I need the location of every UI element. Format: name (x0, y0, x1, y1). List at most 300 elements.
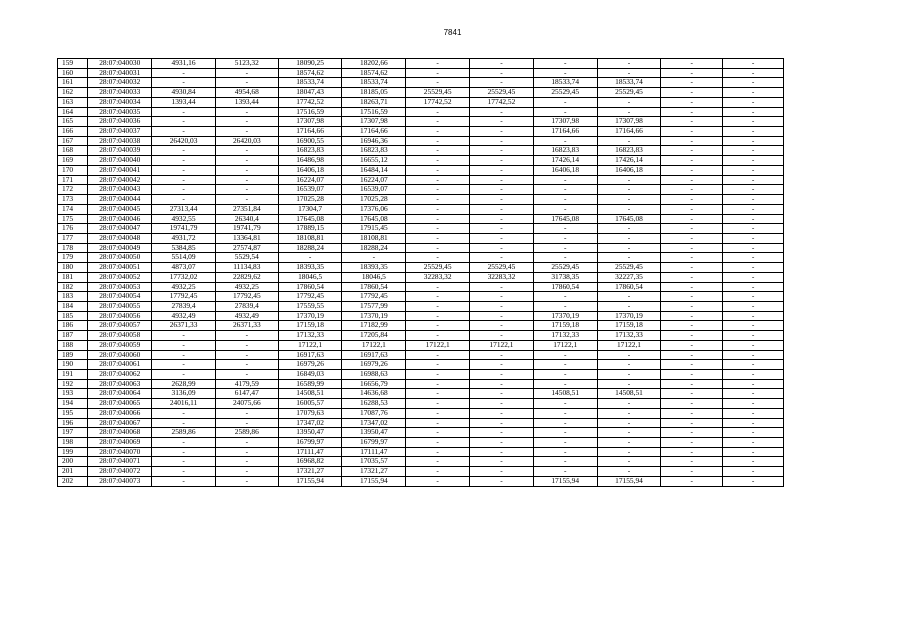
value-cell: - (661, 360, 723, 370)
value-cell: 18288,24 (278, 243, 342, 253)
cadastral-number-cell: 28:07:040056 (88, 311, 152, 321)
cadastral-number-cell: 28:07:040045 (88, 204, 152, 214)
row-number-cell: 180 (58, 263, 88, 273)
value-cell: - (406, 438, 470, 448)
value-cell: - (406, 360, 470, 370)
cadastral-number-cell: 28:07:040054 (88, 292, 152, 302)
value-cell: 26371,33 (152, 321, 216, 331)
value-cell: - (723, 321, 784, 331)
value-cell: - (215, 78, 278, 88)
value-cell: - (406, 311, 470, 321)
value-cell: - (152, 350, 216, 360)
value-cell: 17307,98 (597, 117, 661, 127)
value-cell: - (533, 224, 597, 234)
value-cell: 16288,53 (342, 399, 406, 409)
cadastral-number-cell: 28:07:040066 (88, 408, 152, 418)
value-cell: - (470, 389, 534, 399)
value-cell: - (533, 204, 597, 214)
value-cell: - (152, 68, 216, 78)
value-cell: 17370,19 (597, 311, 661, 321)
value-cell: 18263,71 (342, 97, 406, 107)
table-row (58, 331, 784, 341)
value-cell: - (597, 68, 661, 78)
value-cell: - (406, 321, 470, 331)
value-cell: 4179,59 (215, 379, 278, 389)
value-cell: 27839,4 (152, 301, 216, 311)
value-cell: 17164,66 (278, 127, 342, 137)
value-cell: - (723, 282, 784, 292)
value-cell: - (533, 350, 597, 360)
value-cell: - (533, 399, 597, 409)
value-cell: 4954,68 (215, 88, 278, 98)
value-cell: - (215, 175, 278, 185)
cadastral-number-cell: 28:07:040041 (88, 165, 152, 175)
table-row (58, 117, 784, 127)
value-cell: 17516,59 (342, 107, 406, 117)
value-cell: - (597, 438, 661, 448)
value-cell: - (723, 146, 784, 156)
value-cell: - (661, 243, 723, 253)
value-cell: - (597, 185, 661, 195)
row-number-cell: 186 (58, 321, 88, 331)
value-cell: 16823,83 (278, 146, 342, 156)
value-cell: 18046,5 (342, 272, 406, 282)
cadastral-number-cell: 28:07:040058 (88, 331, 152, 341)
cadastral-number-cell: 28:07:040050 (88, 253, 152, 263)
value-cell: 32227,35 (597, 272, 661, 282)
value-cell: - (723, 272, 784, 282)
value-cell: - (597, 233, 661, 243)
row-number-cell: 169 (58, 156, 88, 166)
value-cell: - (661, 331, 723, 341)
cadastral-number-cell: 28:07:040034 (88, 97, 152, 107)
value-cell: 17307,98 (533, 117, 597, 127)
value-cell: - (723, 253, 784, 263)
value-cell: 2589,86 (215, 428, 278, 438)
value-cell: - (152, 185, 216, 195)
value-cell: 17132,33 (278, 331, 342, 341)
table-row (58, 282, 784, 292)
value-cell: - (533, 175, 597, 185)
row-number-cell: 190 (58, 360, 88, 370)
value-cell: - (661, 311, 723, 321)
value-cell: - (406, 156, 470, 166)
value-cell: - (470, 428, 534, 438)
value-cell: - (470, 476, 534, 486)
value-cell: 18185,05 (342, 88, 406, 98)
cadastral-number-cell: 28:07:040048 (88, 233, 152, 243)
value-cell: - (661, 117, 723, 127)
value-cell: 17087,76 (342, 408, 406, 418)
value-cell: - (470, 117, 534, 127)
value-cell: 18288,24 (342, 243, 406, 253)
value-cell: - (597, 136, 661, 146)
value-cell: - (470, 165, 534, 175)
value-cell: 17370,19 (533, 311, 597, 321)
value-cell: - (470, 59, 534, 69)
value-cell: - (470, 136, 534, 146)
value-cell: - (215, 467, 278, 477)
value-cell: - (152, 457, 216, 467)
value-cell: - (470, 418, 534, 428)
cadastral-number-cell: 28:07:040043 (88, 185, 152, 195)
value-cell: 4932,55 (152, 214, 216, 224)
value-cell: - (215, 340, 278, 350)
value-cell: 17159,18 (597, 321, 661, 331)
cadastral-number-cell: 28:07:040036 (88, 117, 152, 127)
cadastral-number-cell: 28:07:040067 (88, 418, 152, 428)
page-number: 7841 (443, 28, 462, 37)
value-cell: 1393,44 (152, 97, 216, 107)
value-cell: 18533,74 (533, 78, 597, 88)
value-cell: 17792,45 (215, 292, 278, 302)
value-cell: - (533, 97, 597, 107)
value-cell: - (406, 467, 470, 477)
row-number-cell: 164 (58, 107, 88, 117)
value-cell: - (597, 195, 661, 205)
value-cell: 17860,54 (597, 282, 661, 292)
value-cell: - (533, 136, 597, 146)
value-cell: - (152, 370, 216, 380)
value-cell: - (470, 360, 534, 370)
table-row (58, 272, 784, 282)
value-cell: 18090,25 (278, 59, 342, 69)
value-cell: - (597, 59, 661, 69)
table-row (58, 263, 784, 273)
table-row (58, 418, 784, 428)
value-cell: - (661, 97, 723, 107)
row-number-cell: 189 (58, 350, 88, 360)
value-cell: - (597, 204, 661, 214)
value-cell: - (661, 467, 723, 477)
value-cell: 16988,63 (342, 370, 406, 380)
value-cell: 4931,72 (152, 233, 216, 243)
value-cell: 17159,18 (278, 321, 342, 331)
value-cell: - (661, 428, 723, 438)
row-number-cell: 178 (58, 243, 88, 253)
cadastral-number-cell: 28:07:040059 (88, 340, 152, 350)
row-number-cell: 159 (58, 59, 88, 69)
value-cell: - (723, 185, 784, 195)
value-cell: - (533, 428, 597, 438)
value-cell: - (278, 253, 342, 263)
value-cell: - (215, 360, 278, 370)
value-cell: - (597, 428, 661, 438)
value-cell: 17307,98 (342, 117, 406, 127)
value-cell: 4873,07 (152, 263, 216, 273)
value-cell: - (533, 292, 597, 302)
value-cell: - (723, 175, 784, 185)
value-cell: - (215, 68, 278, 78)
row-number-cell: 183 (58, 292, 88, 302)
table-row (58, 233, 784, 243)
cadastral-number-cell: 28:07:040073 (88, 476, 152, 486)
value-cell: 17645,08 (533, 214, 597, 224)
value-cell: 11134,83 (215, 263, 278, 273)
value-cell: 16823,83 (533, 146, 597, 156)
value-cell: 4932,25 (152, 282, 216, 292)
value-cell: - (215, 447, 278, 457)
value-cell: - (661, 399, 723, 409)
cadastral-value-table (57, 58, 784, 487)
row-number-cell: 172 (58, 185, 88, 195)
row-number-cell: 195 (58, 408, 88, 418)
value-cell: 25529,45 (533, 88, 597, 98)
value-cell: - (215, 195, 278, 205)
value-cell: - (723, 136, 784, 146)
value-cell: - (533, 370, 597, 380)
value-cell: - (152, 467, 216, 477)
value-cell: - (406, 165, 470, 175)
value-cell: 16849,03 (278, 370, 342, 380)
value-cell: - (533, 59, 597, 69)
value-cell: 14508,51 (533, 389, 597, 399)
row-number-cell: 160 (58, 68, 88, 78)
value-cell: - (215, 331, 278, 341)
value-cell: - (342, 253, 406, 263)
row-number-cell: 198 (58, 438, 88, 448)
value-cell: - (597, 350, 661, 360)
value-cell: - (406, 418, 470, 428)
value-cell: - (723, 428, 784, 438)
value-cell: - (470, 185, 534, 195)
value-cell: - (406, 243, 470, 253)
value-cell: 16823,83 (597, 146, 661, 156)
value-cell: - (470, 175, 534, 185)
cadastral-number-cell: 28:07:040070 (88, 447, 152, 457)
row-number-cell: 167 (58, 136, 88, 146)
value-cell: 26420,03 (215, 136, 278, 146)
value-cell: 1393,44 (215, 97, 278, 107)
value-cell: - (533, 301, 597, 311)
cadastral-number-cell: 28:07:040053 (88, 282, 152, 292)
value-cell: 16539,07 (342, 185, 406, 195)
value-cell: 17645,08 (342, 214, 406, 224)
value-cell: - (661, 156, 723, 166)
value-cell: - (723, 127, 784, 137)
value-cell: - (597, 243, 661, 253)
value-cell: - (723, 340, 784, 350)
value-cell: - (470, 282, 534, 292)
value-cell: - (723, 165, 784, 175)
value-cell: - (723, 379, 784, 389)
value-cell: - (723, 195, 784, 205)
value-cell: - (406, 146, 470, 156)
value-cell: - (533, 467, 597, 477)
value-cell: - (215, 408, 278, 418)
value-cell: - (661, 408, 723, 418)
value-cell: - (723, 204, 784, 214)
value-cell: 17792,45 (152, 292, 216, 302)
value-cell: - (661, 263, 723, 273)
value-cell: - (152, 175, 216, 185)
value-cell: - (597, 107, 661, 117)
value-cell: - (533, 253, 597, 263)
value-cell: - (661, 301, 723, 311)
value-cell: - (723, 447, 784, 457)
table-row (58, 156, 784, 166)
row-number-cell: 200 (58, 457, 88, 467)
value-cell: - (661, 233, 723, 243)
value-cell: - (661, 78, 723, 88)
table-row (58, 204, 784, 214)
row-number-cell: 170 (58, 165, 88, 175)
value-cell: - (152, 127, 216, 137)
value-cell: - (470, 467, 534, 477)
value-cell: - (597, 399, 661, 409)
value-cell: - (533, 418, 597, 428)
value-cell: - (406, 59, 470, 69)
cadastral-number-cell: 28:07:040044 (88, 195, 152, 205)
value-cell: - (597, 408, 661, 418)
cadastral-number-cell: 28:07:040072 (88, 467, 152, 477)
value-cell: 17122,1 (597, 340, 661, 350)
value-cell: - (470, 408, 534, 418)
value-cell: - (406, 136, 470, 146)
value-cell: 17347,02 (342, 418, 406, 428)
value-cell: - (661, 321, 723, 331)
value-cell: - (661, 340, 723, 350)
cadastral-number-cell: 28:07:040061 (88, 360, 152, 370)
value-cell: 13364,81 (215, 233, 278, 243)
value-cell: 17155,94 (278, 476, 342, 486)
value-cell: 18533,74 (278, 78, 342, 88)
value-cell: - (470, 224, 534, 234)
row-number-cell: 177 (58, 233, 88, 243)
row-number-cell: 175 (58, 214, 88, 224)
row-number-cell: 171 (58, 175, 88, 185)
value-cell: - (470, 438, 534, 448)
table-row (58, 127, 784, 137)
value-cell: - (470, 379, 534, 389)
value-cell: 16406,18 (278, 165, 342, 175)
table-row (58, 370, 784, 380)
value-cell: - (470, 301, 534, 311)
value-cell: - (406, 350, 470, 360)
table-row (58, 185, 784, 195)
value-cell: 18533,74 (597, 78, 661, 88)
value-cell: 18108,81 (278, 233, 342, 243)
cadastral-number-cell: 28:07:040038 (88, 136, 152, 146)
value-cell: - (723, 97, 784, 107)
value-cell: 5514,09 (152, 253, 216, 263)
row-number-cell: 193 (58, 389, 88, 399)
row-number-cell: 168 (58, 146, 88, 156)
value-cell: 4931,16 (152, 59, 216, 69)
value-cell: 16823,83 (342, 146, 406, 156)
value-cell: 17742,52 (278, 97, 342, 107)
value-cell: - (533, 447, 597, 457)
value-cell: - (406, 331, 470, 341)
value-cell: 27313,44 (152, 204, 216, 214)
value-cell: - (215, 476, 278, 486)
value-cell: - (723, 350, 784, 360)
value-cell: - (152, 438, 216, 448)
value-cell: 27839,4 (215, 301, 278, 311)
cadastral-number-cell: 28:07:040068 (88, 428, 152, 438)
value-cell: - (661, 88, 723, 98)
value-cell: - (533, 185, 597, 195)
value-cell: 18202,66 (342, 59, 406, 69)
value-cell: - (406, 214, 470, 224)
value-cell: 17860,54 (278, 282, 342, 292)
table-row (58, 292, 784, 302)
value-cell: - (597, 301, 661, 311)
value-cell: - (723, 457, 784, 467)
value-cell: - (723, 399, 784, 409)
row-number-cell: 165 (58, 117, 88, 127)
value-cell: 24016,11 (152, 399, 216, 409)
value-cell: - (661, 447, 723, 457)
value-cell: 17742,52 (406, 97, 470, 107)
value-cell: 5529,54 (215, 253, 278, 263)
value-cell: - (215, 370, 278, 380)
value-cell: - (661, 253, 723, 263)
value-cell: - (470, 204, 534, 214)
value-cell: 25529,45 (406, 263, 470, 273)
value-cell: 17516,59 (278, 107, 342, 117)
value-cell: 16539,07 (278, 185, 342, 195)
row-number-cell: 182 (58, 282, 88, 292)
value-cell: - (597, 97, 661, 107)
value-cell: - (661, 282, 723, 292)
value-cell: 18047,43 (278, 88, 342, 98)
cadastral-number-cell: 28:07:040051 (88, 263, 152, 273)
value-cell: 18533,74 (342, 78, 406, 88)
cadastral-number-cell: 28:07:040063 (88, 379, 152, 389)
value-cell: 16900,55 (278, 136, 342, 146)
value-cell: 18046,5 (278, 272, 342, 282)
value-cell: 17732,02 (152, 272, 216, 282)
value-cell: 17645,08 (278, 214, 342, 224)
value-cell: 14636,68 (342, 389, 406, 399)
value-cell: - (661, 214, 723, 224)
value-cell: - (533, 438, 597, 448)
value-cell: - (723, 117, 784, 127)
value-cell: 18393,35 (342, 263, 406, 273)
value-cell: - (152, 78, 216, 88)
value-cell: 26371,33 (215, 321, 278, 331)
value-cell: 16406,18 (597, 165, 661, 175)
value-cell: - (661, 107, 723, 117)
value-cell: - (533, 360, 597, 370)
value-cell: - (152, 165, 216, 175)
cadastral-number-cell: 28:07:040057 (88, 321, 152, 331)
value-cell: 17347,02 (278, 418, 342, 428)
value-cell: - (661, 476, 723, 486)
value-cell: - (533, 408, 597, 418)
value-cell: 17860,54 (342, 282, 406, 292)
value-cell: 17304,7 (278, 204, 342, 214)
value-cell: - (597, 253, 661, 263)
value-cell: - (470, 350, 534, 360)
value-cell: - (215, 350, 278, 360)
value-cell: - (406, 408, 470, 418)
table-row (58, 195, 784, 205)
row-number-cell: 194 (58, 399, 88, 409)
value-cell: 16799,97 (342, 438, 406, 448)
value-cell: 25529,45 (406, 88, 470, 98)
value-cell: 17122,1 (406, 340, 470, 350)
value-cell: 17742,52 (470, 97, 534, 107)
table-row (58, 408, 784, 418)
value-cell: - (152, 418, 216, 428)
value-cell: 16917,63 (278, 350, 342, 360)
table-row (58, 340, 784, 350)
value-cell: 16589,99 (278, 379, 342, 389)
row-number-cell: 197 (58, 428, 88, 438)
value-cell: 17860,54 (533, 282, 597, 292)
